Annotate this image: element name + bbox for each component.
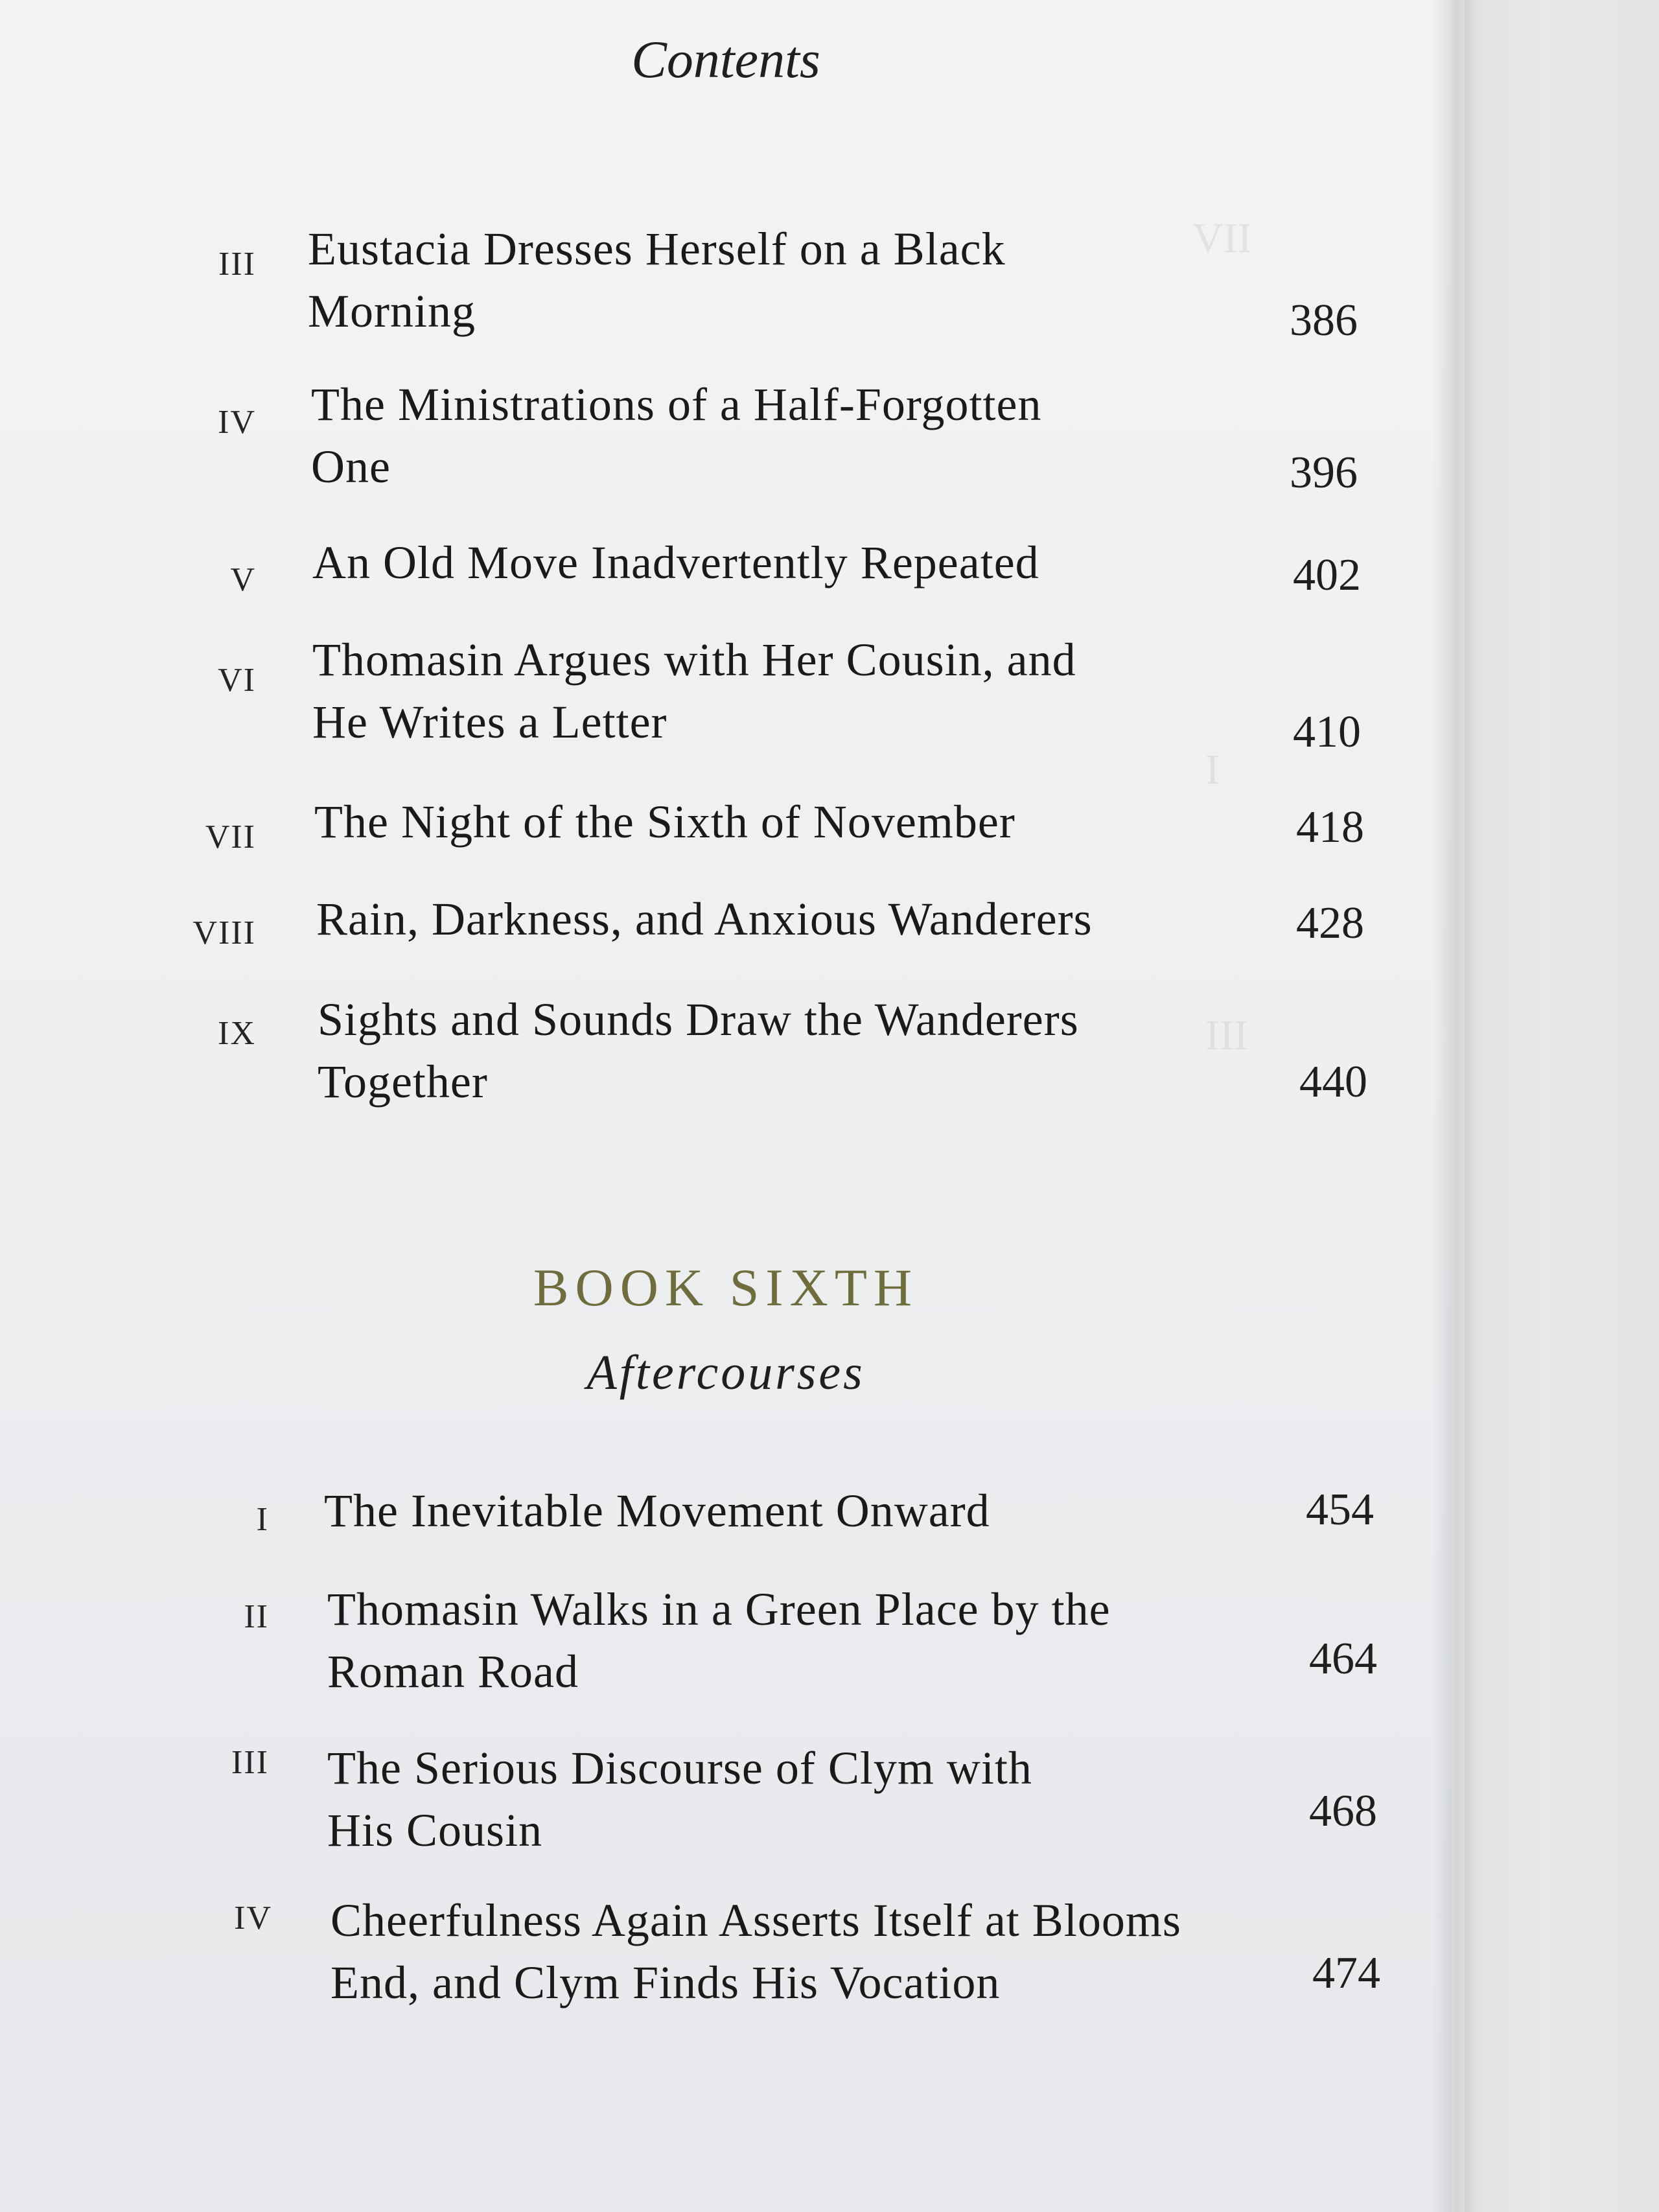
page-number: 454 [1306, 1485, 1374, 1535]
chapter-title-line: Morning [308, 285, 476, 337]
chapter-numeral: IX [218, 1015, 256, 1052]
chapter-numeral: VII [205, 819, 256, 856]
chapter-title-line: Rain, Darkness, and Anxious Wanderers [316, 893, 1093, 945]
chapter-title-line: The Serious Discourse of Clym with [327, 1742, 1032, 1794]
page-number: 440 [1299, 1057, 1367, 1107]
chapter-numeral: II [244, 1598, 269, 1635]
chapter-title [308, 218, 1006, 342]
chapter-title [318, 988, 1079, 1113]
chapter-title-line: Cheerfulness Again Asserts Itself at Blooms [331, 1894, 1181, 1946]
page-number: 396 [1290, 448, 1358, 498]
page-number: 418 [1296, 802, 1364, 852]
chapter-title-line: End, and Clym Finds His Vocation [331, 1957, 1001, 2008]
chapter-numeral: VIII [192, 914, 256, 951]
chapter-title-line: Sights and Sounds Draw the Wanderers [318, 994, 1079, 1045]
chapter-title [327, 1737, 1032, 1861]
chapter-title-line: An Old Move Inadvertently Repeated [312, 537, 1039, 588]
page-gutter-shadow [1432, 0, 1478, 2212]
page-number: 464 [1309, 1634, 1377, 1684]
chapter-title-line: The Ministrations of a Half-Forgotten [311, 378, 1042, 430]
page-number: 474 [1312, 1948, 1380, 1998]
chapter-title-line: The Night of the Sixth of November [314, 796, 1015, 848]
chapter-title-line: His Cousin [327, 1804, 543, 1856]
page-number: 428 [1296, 898, 1364, 948]
chapter-numeral: VI [218, 662, 256, 699]
chapter-title [312, 531, 1039, 594]
page-number: 402 [1293, 550, 1361, 600]
chapter-title [327, 1578, 1111, 1703]
page-number: 410 [1293, 707, 1361, 757]
chapter-title [314, 791, 1015, 853]
chapter-title-line: Thomasin Walks in a Green Place by the [327, 1583, 1111, 1635]
chapter-title [311, 373, 1041, 498]
chapter-title-line: Thomasin Argues with Her Cousin, and [312, 634, 1076, 686]
chapter-title [324, 1480, 990, 1542]
chapter-numeral: IV [234, 1900, 272, 1937]
page-number: 386 [1290, 296, 1358, 345]
chapter-numeral: I [256, 1501, 269, 1538]
bleed-through-text: I [1205, 746, 1220, 793]
chapter-title-line: One [311, 441, 391, 493]
book-heading: BOOK SIXTH [533, 1258, 919, 1317]
chapter-title-line: Roman Road [327, 1646, 579, 1697]
chapter-numeral: III [218, 246, 256, 283]
bleed-through-text: VII [1192, 215, 1252, 262]
chapter-title [331, 1889, 1181, 2014]
chapter-title-line: He Writes a Letter [312, 696, 667, 748]
page-title: Contents [631, 30, 820, 89]
bleed-through-text: III [1205, 1012, 1248, 1059]
chapter-numeral: V [230, 561, 256, 598]
chapter-title [316, 888, 1093, 950]
facing-page-edge [1465, 0, 1659, 2212]
page-number: 468 [1309, 1786, 1377, 1836]
chapter-numeral: IV [218, 404, 256, 441]
chapter-title [312, 629, 1076, 753]
chapter-title-line: Together [318, 1056, 488, 1108]
chapter-title-line: The Inevitable Movement Onward [324, 1485, 990, 1537]
book-subtitle: Aftercourses [586, 1345, 865, 1400]
chapter-numeral: III [231, 1744, 269, 1781]
chapter-title-line: Eustacia Dresses Herself on a Black [308, 223, 1006, 275]
